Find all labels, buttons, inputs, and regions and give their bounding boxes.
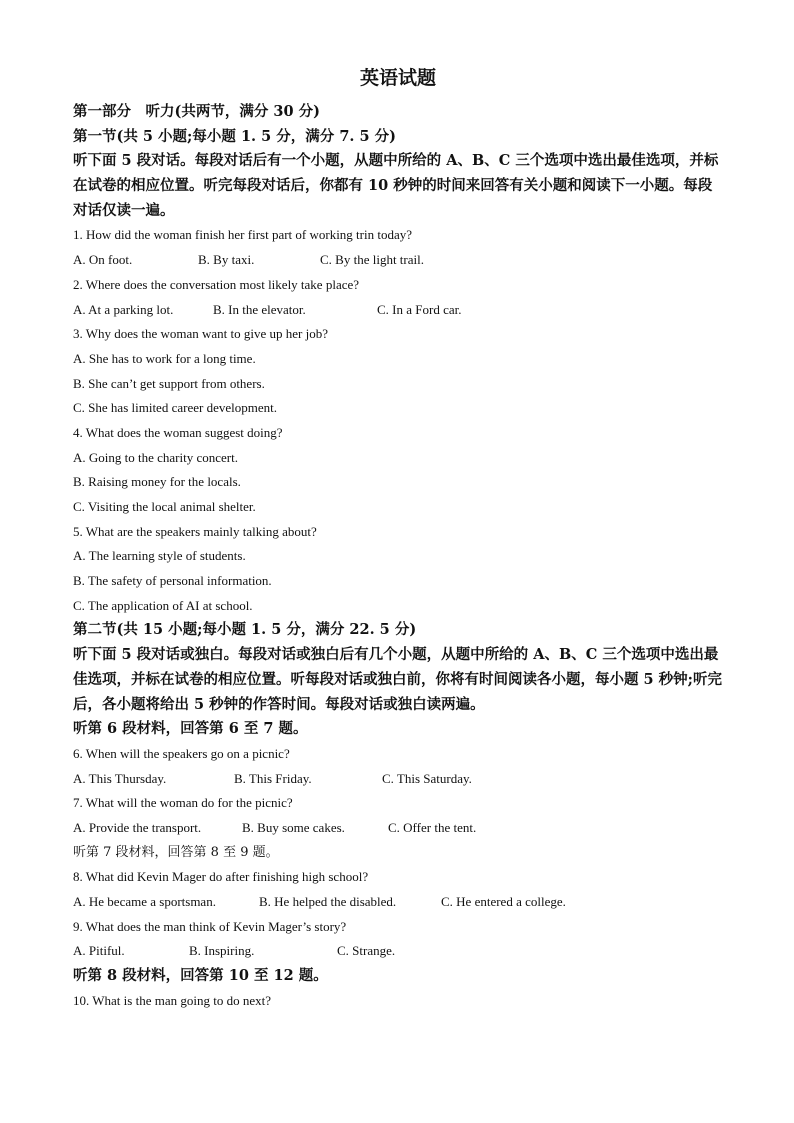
option-a: A. She has to work for a long time.: [73, 350, 256, 366]
question-9: 9. What does the man think of Kevin Mager’s story?: [73, 918, 347, 934]
option-b: B. In the elevator.: [213, 301, 306, 317]
exam-page: [73, 64, 723, 1014]
option-a: A. Provide the transport.: [73, 820, 202, 836]
material-7-heading: 听第 7 段材料，回答第 8 至 9 题。: [73, 844, 279, 860]
question-2: 2. Where does the conversation most likely take place?: [73, 276, 360, 292]
option-a: A. At a parking lot.: [73, 301, 174, 317]
question-1: 1. How did the woman finish her first part of working trin today?: [73, 227, 413, 243]
option-c: C. She has limited career development.: [73, 400, 277, 416]
options-9: [73, 939, 723, 964]
question-8: 8. What did Kevin Mager do after finishing high school?: [73, 869, 369, 885]
section2-instructions: 听下面 5 段对话或独白。每段对话或独白后有几个小题，从题中所给的 A、B、C 三个选项中选出最佳选项，并标在试卷的相应位置。听每段对话或独白前，你将有时间阅读各小题，每小题 5 秒钟;听完后，各小题将给出 5 秒钟的作答时间。每段对话或独白读两遍。: [73, 646, 723, 713]
option-a: A. The learning style of students.: [73, 548, 246, 564]
question-10: 10. What is the man going to do next?: [73, 992, 271, 1008]
option-b: B. Inspiring.: [189, 943, 255, 959]
section1-heading: 第一节(共 5 小题;每小题 1. 5 分，满分 7. 5 分): [73, 127, 396, 145]
option-b: B. By taxi.: [198, 252, 255, 268]
option-b: B. This Friday.: [234, 770, 312, 786]
option-b: B. Buy some cakes.: [242, 820, 345, 836]
option-c: C. Strange.: [337, 943, 396, 959]
section1-instructions: 听下面 5 段对话。每段对话后有一个小题，从题中所给的 A、B、C 三个选项中选出最佳选项，并标在试卷的相应位置。听完每段对话后，你都有 10 秒钟的时间来回答有关小题和阅读下一小题。每段对话仅读一遍。: [73, 152, 719, 219]
option-a: A. On foot.: [73, 252, 133, 268]
options-7: [73, 816, 723, 841]
option-b: B. She can’t get support from others.: [73, 375, 265, 391]
option-a: A. Pitiful.: [73, 943, 125, 959]
option-c: C. By the light trail.: [320, 252, 424, 268]
section2-heading: 第二节(共 15 小题;每小题 1. 5 分，满分 22. 5 分): [73, 621, 417, 639]
option-c: C. Visiting the local animal shelter.: [73, 499, 256, 515]
option-c: C. Offer the tent.: [388, 820, 477, 836]
option-c: C. This Saturday.: [382, 770, 472, 786]
question-5: 5. What are the speakers mainly talking about?: [73, 523, 317, 539]
question-6: 6. When will the speakers go on a picnic?: [73, 745, 290, 761]
material-8-heading: 听第 8 段材料，回答第 10 至 12 题。: [73, 967, 328, 985]
question-3: 3. Why does the woman want to give up her job?: [73, 326, 329, 342]
options-6: [73, 767, 723, 792]
options-2: [73, 298, 723, 323]
material-6-heading: 听第 6 段材料，回答第 6 至 7 题。: [73, 720, 308, 738]
options-1: [73, 248, 723, 273]
option-b: B. He helped the disabled.: [259, 894, 397, 910]
option-b: B. The safety of personal information.: [73, 573, 272, 589]
option-c: C. He entered a college.: [441, 894, 566, 910]
option-c: C. In a Ford car.: [377, 301, 462, 317]
question-7: 7. What will the woman do for the picnic?: [73, 795, 293, 811]
option-a: A. He became a sportsman.: [73, 894, 216, 910]
option-c: C. The application of AI at school.: [73, 597, 253, 613]
option-b: B. Raising money for the locals.: [73, 474, 241, 490]
question-4: 4. What does the woman suggest doing?: [73, 424, 283, 440]
options-8: [73, 890, 723, 915]
option-a: A. Going to the charity concert.: [73, 449, 238, 465]
page-title: 英语试题: [359, 67, 436, 89]
part-heading: 第一部分 听力(共两节，满分 30 分): [73, 103, 320, 120]
option-a: A. This Thursday.: [73, 770, 167, 786]
